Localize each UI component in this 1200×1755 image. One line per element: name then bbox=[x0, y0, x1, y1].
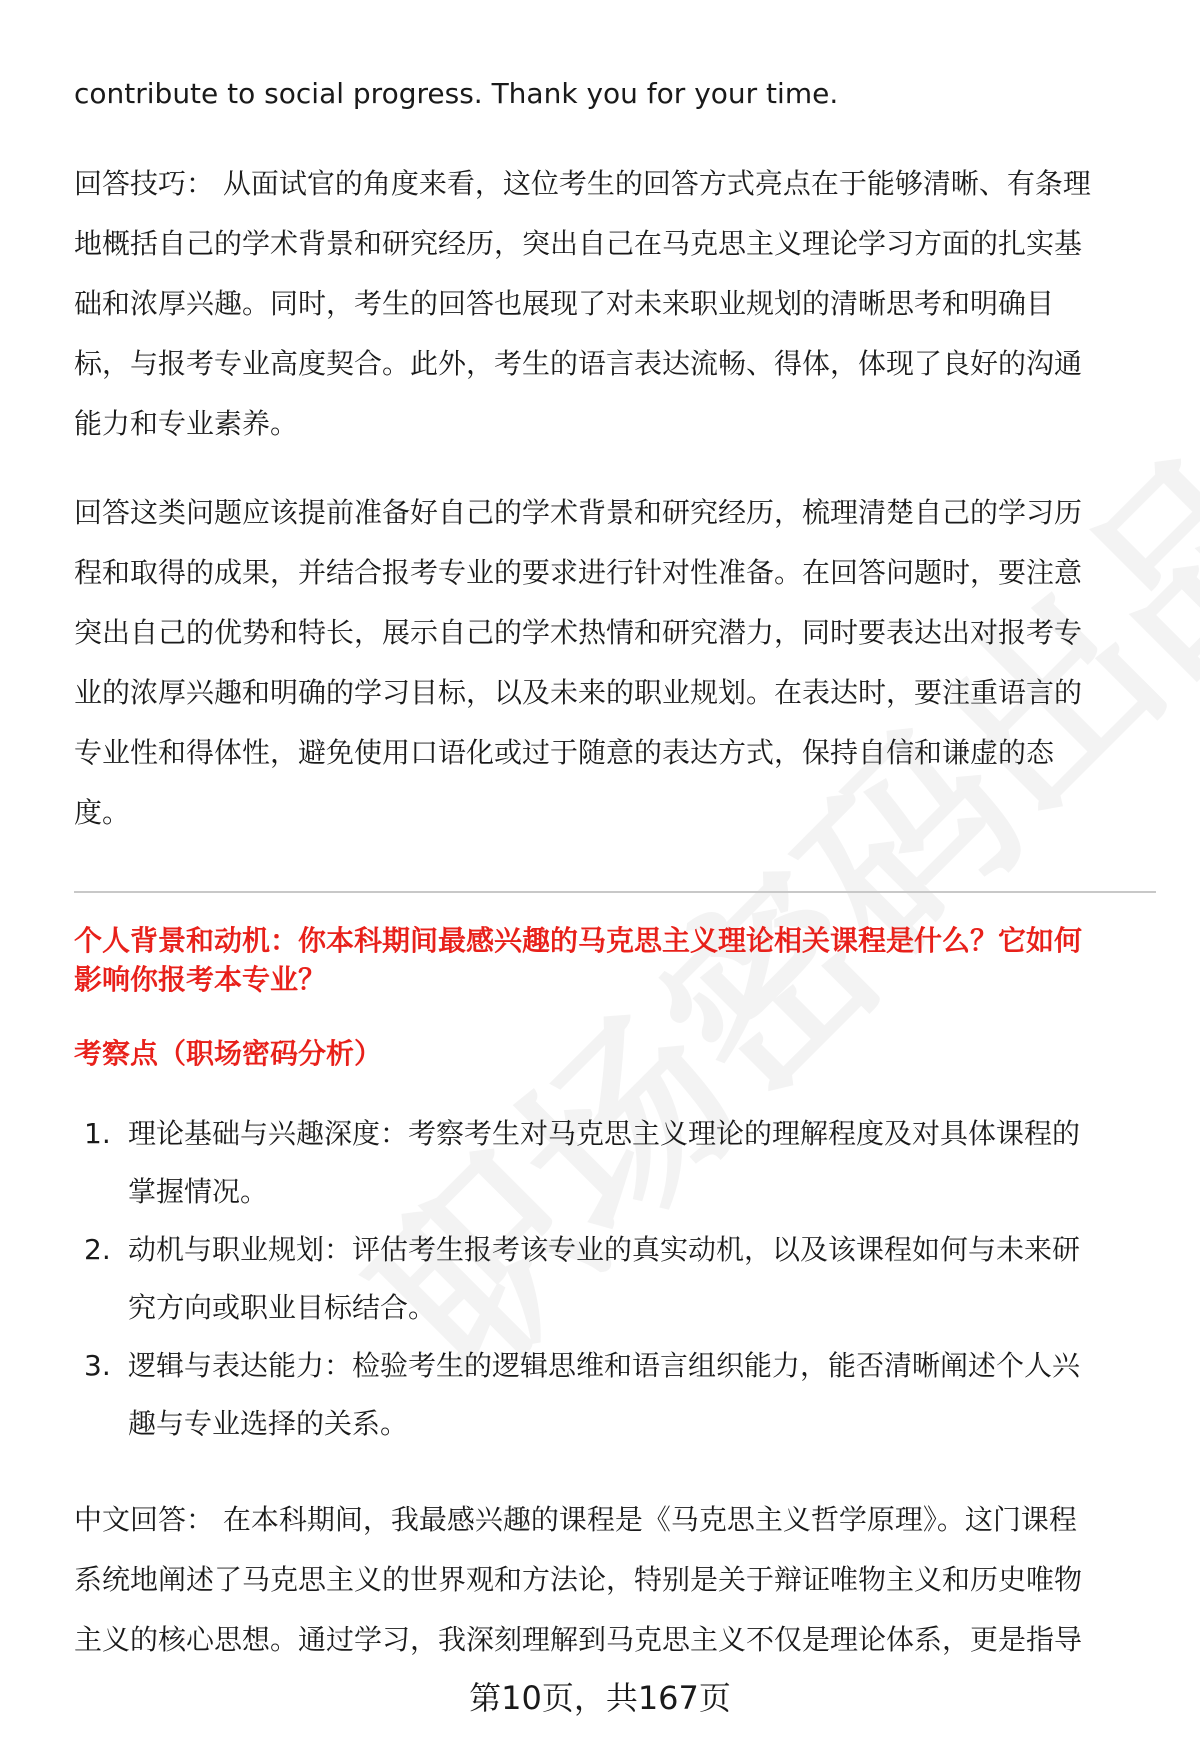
answer-line-1: 中文回答： 在本科期间，我最感兴趣的课程是《马克思主义哲学原理》。这门课程 bbox=[74, 1503, 1077, 1536]
tips-label: 回答技巧： bbox=[74, 167, 215, 200]
continued-line: contribute to social progress. Thank you for your time. bbox=[74, 77, 839, 110]
tips-line-5: 能力和专业素养。 bbox=[74, 407, 299, 440]
analysis-heading: 考察点（职场密码分析） bbox=[74, 1037, 383, 1070]
chinese-answer-section bbox=[74, 1490, 1156, 1670]
answer-line-3: 主义的核心思想。通过学习，我深刻理解到马克思主义不仅是理论体系，更是指导 bbox=[74, 1623, 1083, 1656]
advice-line-6: 度。 bbox=[74, 796, 131, 829]
tips-line-1: 回答技巧： 从面试官的角度来看，这位考生的回答方式亮点在于能够清晰、有条理 bbox=[74, 167, 1091, 200]
advice-line-2: 程和取得的成果，并结合报考专业的要求进行针对性准备。在回答问题时，要注意 bbox=[74, 556, 1083, 589]
page-footer: 第10页，共167页 bbox=[469, 1679, 731, 1717]
answer-label: 中文回答： bbox=[74, 1503, 215, 1536]
section-divider bbox=[74, 891, 1156, 893]
question-line-1: 个人背景和动机：你本科期间最感兴趣的马克思主义理论相关课程是什么？它如何 bbox=[74, 924, 1083, 957]
advice-line-5: 专业性和得体性，避免使用口语化或过于随意的表达方式，保持自信和谦虚的态 bbox=[74, 736, 1055, 769]
tips-line-3: 础和浓厚兴趣。同时，考生的回答也展现了对未来职业规划的清晰思考和明确目 bbox=[74, 287, 1055, 320]
advice-section bbox=[74, 483, 1156, 843]
advice-line-1: 回答这类问题应该提前准备好自己的学术背景和研究经历，梳理清楚自己的学习历 bbox=[74, 496, 1083, 529]
answer-tips-section bbox=[74, 154, 1156, 454]
point-number: 2. bbox=[84, 1233, 111, 1266]
document-page: contribute to social progress. Thank you for your time. 回答技巧： 从面试官的角度来看，这位考生的回答方式亮点在于能够清晰、有条理 地概括自己的学术背景和研究经历，突出自己在马克思主义理论学习方面的扎实基 础和浓厚兴趣。同时，考生的回答也展现了对未来职业规划的清晰思考和明确目 标，与报考专业高度契合。此外，考生的语言表达流畅、得体，体现了良好的沟通 能力和专业素养。 回答这类问题应该提前准备好自己的学术背景和研究经历，梳理清楚自己的学习历 程和取得的成果，并结合报考专业的要求进行针对性准备。在回答问题时，要注意 突出自己的优势和特长，展示自己的学术热情和研究潜力，同时要表达出对报考专 业的浓厚兴趣和明确的学习目标，以及未来的职业规划。在表达时，要注重语言的 专业性和得体性，避免使用口语化或过于随意的表达方式，保持自信和谦虚的态 度。 个人背景和动机：你本科期间最感兴趣的马克思主义理论相关课程是什么？它如何 影响你报考本专业？ 考察点（职场密码分析） 1. 理论基础与兴趣深度：考察考生对马克思主义理论的理解程度及对具体课程的 掌握情况。 2. 动机与职业规划：评估考生报考该专业的真实动机，以及该课程如何与未来研 究方向或职业目标结合。 3. 逻辑与表达能力：检验考生的逻辑思维和语言组织能力，能否清晰阐述个人兴 趣与专业选择的关系。 中文回答： 在本科期间，我最感兴趣的课程是《马克思主义哲学原理》。这门课程 系统地阐述了马克思主义的世界观和方法论，特别是关于辩证唯物主义和历史唯物 主义的核心思想。通过学习，我深刻理解到马克思主义不仅是理论体系，更是指导 bbox=[74, 0, 1156, 1755]
point-number: 1. bbox=[84, 1117, 111, 1150]
question-line-2: 影响你报考本专业？ bbox=[74, 963, 327, 996]
answer-line-2: 系统地阐述了马克思主义的世界观和方法论，特别是关于辩证唯物主义和历史唯物 bbox=[74, 1563, 1083, 1596]
point-number: 3. bbox=[84, 1349, 111, 1382]
question-heading bbox=[74, 921, 1156, 999]
advice-line-4: 业的浓厚兴趣和明确的学习目标，以及未来的职业规划。在表达时，要注重语言的 bbox=[74, 676, 1083, 709]
tips-line-2: 地概括自己的学术背景和研究经历，突出自己在马克思主义理论学习方面的扎实基 bbox=[74, 227, 1083, 260]
advice-line-3: 突出自己的优势和特长，展示自己的学术热情和研究潜力，同时要表达出对报考专 bbox=[74, 616, 1083, 649]
tips-line-4: 标，与报考专业高度契合。此外，考生的语言表达流畅、得体，体现了良好的沟通 bbox=[74, 347, 1083, 380]
